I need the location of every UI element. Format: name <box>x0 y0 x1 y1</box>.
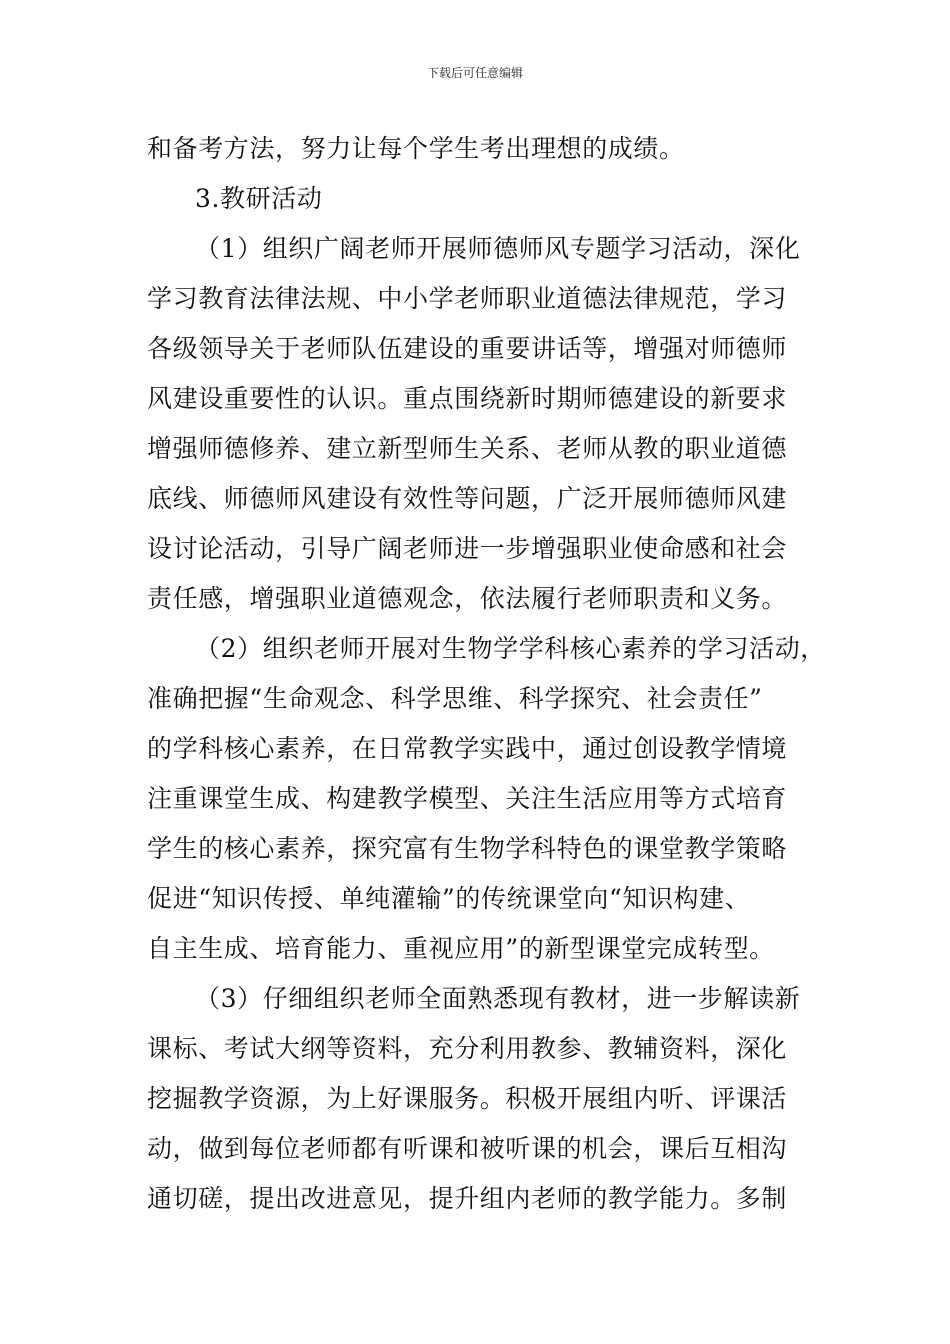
page-header-note: 下载后可任意编辑 <box>426 66 523 80</box>
text-line: 增强师德修养、建立新型师生关系、老师从教的职业道德 <box>147 434 788 463</box>
text-line: 和备考方法，努力让每个学生考出理想的成绩。 <box>147 134 685 163</box>
text-line: 各级领导关于老师队伍建设的重要讲话等，增强对师德师 <box>147 334 788 363</box>
text-line: （3）仔细组织老师全面熟悉现有教材，进一步解读新 <box>195 984 801 1013</box>
text-line: （2）组织老师开展对生物学学科核心素养的学习活动， <box>195 634 826 663</box>
text-line: 责任感，增强职业道德观念，依法履行老师职责和义务。 <box>147 584 788 613</box>
section-heading: 3.教研活动 <box>195 184 323 213</box>
text-line: 注重课堂生成、构建教学模型、关注生活应用等方式培育 <box>147 784 788 813</box>
text-line: （1）组织广阔老师开展师德师风专题学习活动，深化 <box>195 234 801 263</box>
text-line: 挖掘教学资源，为上好课服务。积极开展组内听、评课活 <box>147 1084 788 1113</box>
text-line: 课标、考试大纲等资料，充分利用教参、教辅资料，深化 <box>147 1034 788 1063</box>
text-line: 动，做到每位老师都有听课和被听课的机会，课后互相沟 <box>147 1134 788 1163</box>
text-line: 底线、师德师风建设有效性等问题，广泛开展师德师风建 <box>147 484 788 513</box>
text-line: 学习教育法律法规、中小学老师职业道德法律规范，学习 <box>147 284 788 313</box>
text-line: 促进“知识传授、单纯灌输”的传统课堂向“知识构建、 <box>147 884 751 913</box>
text-line: 设讨论活动，引导广阔老师进一步增强职业使命感和社会 <box>147 534 788 563</box>
text-line: 学生的核心素养，探究富有生物学科特色的课堂教学策略 <box>147 834 788 863</box>
text-line: 的学科核心素养，在日常教学实践中，通过创设教学情境 <box>147 734 788 763</box>
text-line: 通切磋，提出改进意见，提升组内老师的教学能力。多制 <box>147 1184 788 1213</box>
text-line: 准确把握“生命观念、科学思维、科学探究、社会责任” <box>147 684 763 713</box>
text-line: 自主生成、培育能力、重视应用”的新型课堂完成转型。 <box>147 934 775 963</box>
text-line: 风建设重要性的认识。重点围绕新时期师德建设的新要求 <box>147 384 788 413</box>
